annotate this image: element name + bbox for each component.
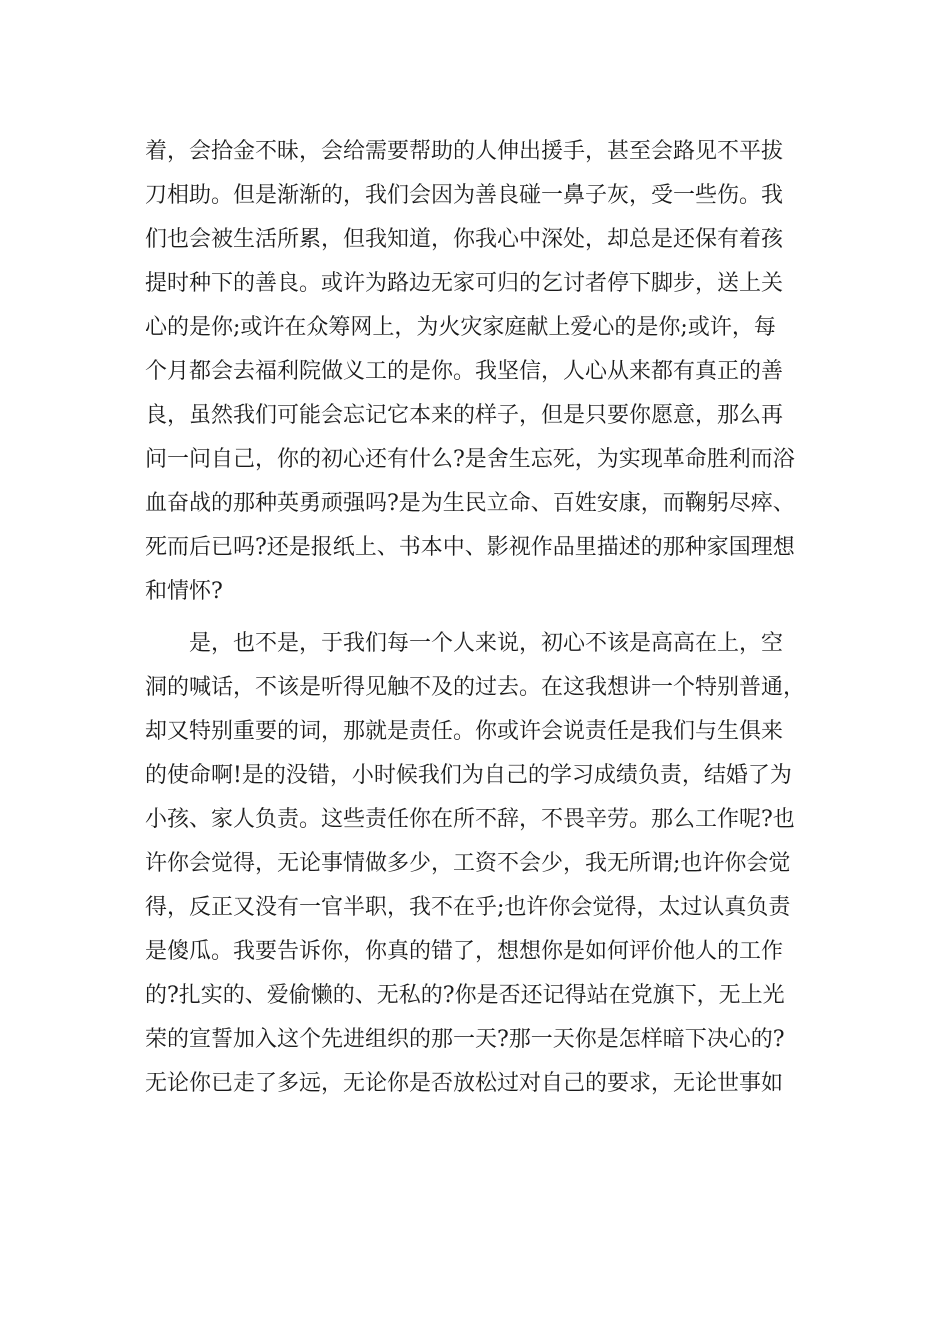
- text-line: 无论你已走了多远，无论你是否放松过对自己的要求，无论世事如: [145, 1071, 784, 1096]
- text-line: 洞的喊话，不该是听得见触不及的过去。在这我想讲一个特别普通，: [145, 675, 806, 700]
- text-line: 死而后已吗?还是报纸上、书本中、影视作品里描述的那种家国理想: [145, 535, 795, 560]
- text-line: 提时种下的善良。或许为路边无家可归的乞讨者停下脚步，送上关: [145, 271, 784, 296]
- text-line: 刀相助。但是渐渐的，我们会因为善良碰一鼻子灰，受一些伤。我: [145, 183, 784, 208]
- text-line: 得，反正又没有一官半职，我不在乎;也许你会觉得，太过认真负责: [145, 895, 791, 920]
- text-line: 血奋战的那种英勇顽强吗?是为生民立命、百姓安康，而鞠躬尽瘁、: [145, 491, 795, 516]
- paragraph-2: [145, 622, 810, 1106]
- text-line: 是，也不是，于我们每一个人来说，初心不该是高高在上，空: [189, 631, 784, 656]
- text-line: 的?扎实的、爱偷懒的、无私的?你是否还记得站在党旗下，无上光: [145, 983, 785, 1008]
- text-line: 的使命啊!是的没错，小时候我们为自己的学习成绩负责，结婚了为: [145, 763, 792, 788]
- paragraph-1: [145, 130, 810, 614]
- text-line: 心的是你;或许在众筹网上，为火灾家庭献上爱心的是你;或许，每: [145, 315, 776, 340]
- text-line: 良，虽然我们可能会忘记它本来的样子，但是只要你愿意，那么再: [145, 403, 784, 428]
- text-line: 问一问自己，你的初心还有什么?是舍生忘死，为实现革命胜利而浴: [145, 447, 795, 472]
- text-line: 荣的宣誓加入这个先进组织的那一天?那一天你是怎样暗下决心的?: [145, 1027, 785, 1052]
- text-line: 个月都会去福利院做义工的是你。我坚信，人心从来都有真正的善: [145, 359, 784, 384]
- text-line: 小孩、家人负责。这些责任你在所不辞，不畏辛劳。那么工作呢?也: [145, 807, 795, 832]
- paragraph-spacer: [145, 614, 810, 622]
- text-line: 和情怀?: [145, 579, 223, 604]
- text-line: 却又特别重要的词，那就是责任。你或许会说责任是我们与生俱来: [145, 719, 784, 744]
- text-line: 是傻瓜。我要告诉你，你真的错了，想想你是如何评价他人的工作: [145, 939, 784, 964]
- text-line: 着，会拾金不昧，会给需要帮助的人伸出援手，甚至会路见不平拔: [145, 139, 784, 164]
- text-line: 许你会觉得，无论事情做多少，工资不会少，我无所谓;也许你会觉: [145, 851, 791, 876]
- document-body: [145, 130, 810, 1106]
- text-line: 们也会被生活所累，但我知道，你我心中深处，却总是还保有着孩: [145, 227, 784, 252]
